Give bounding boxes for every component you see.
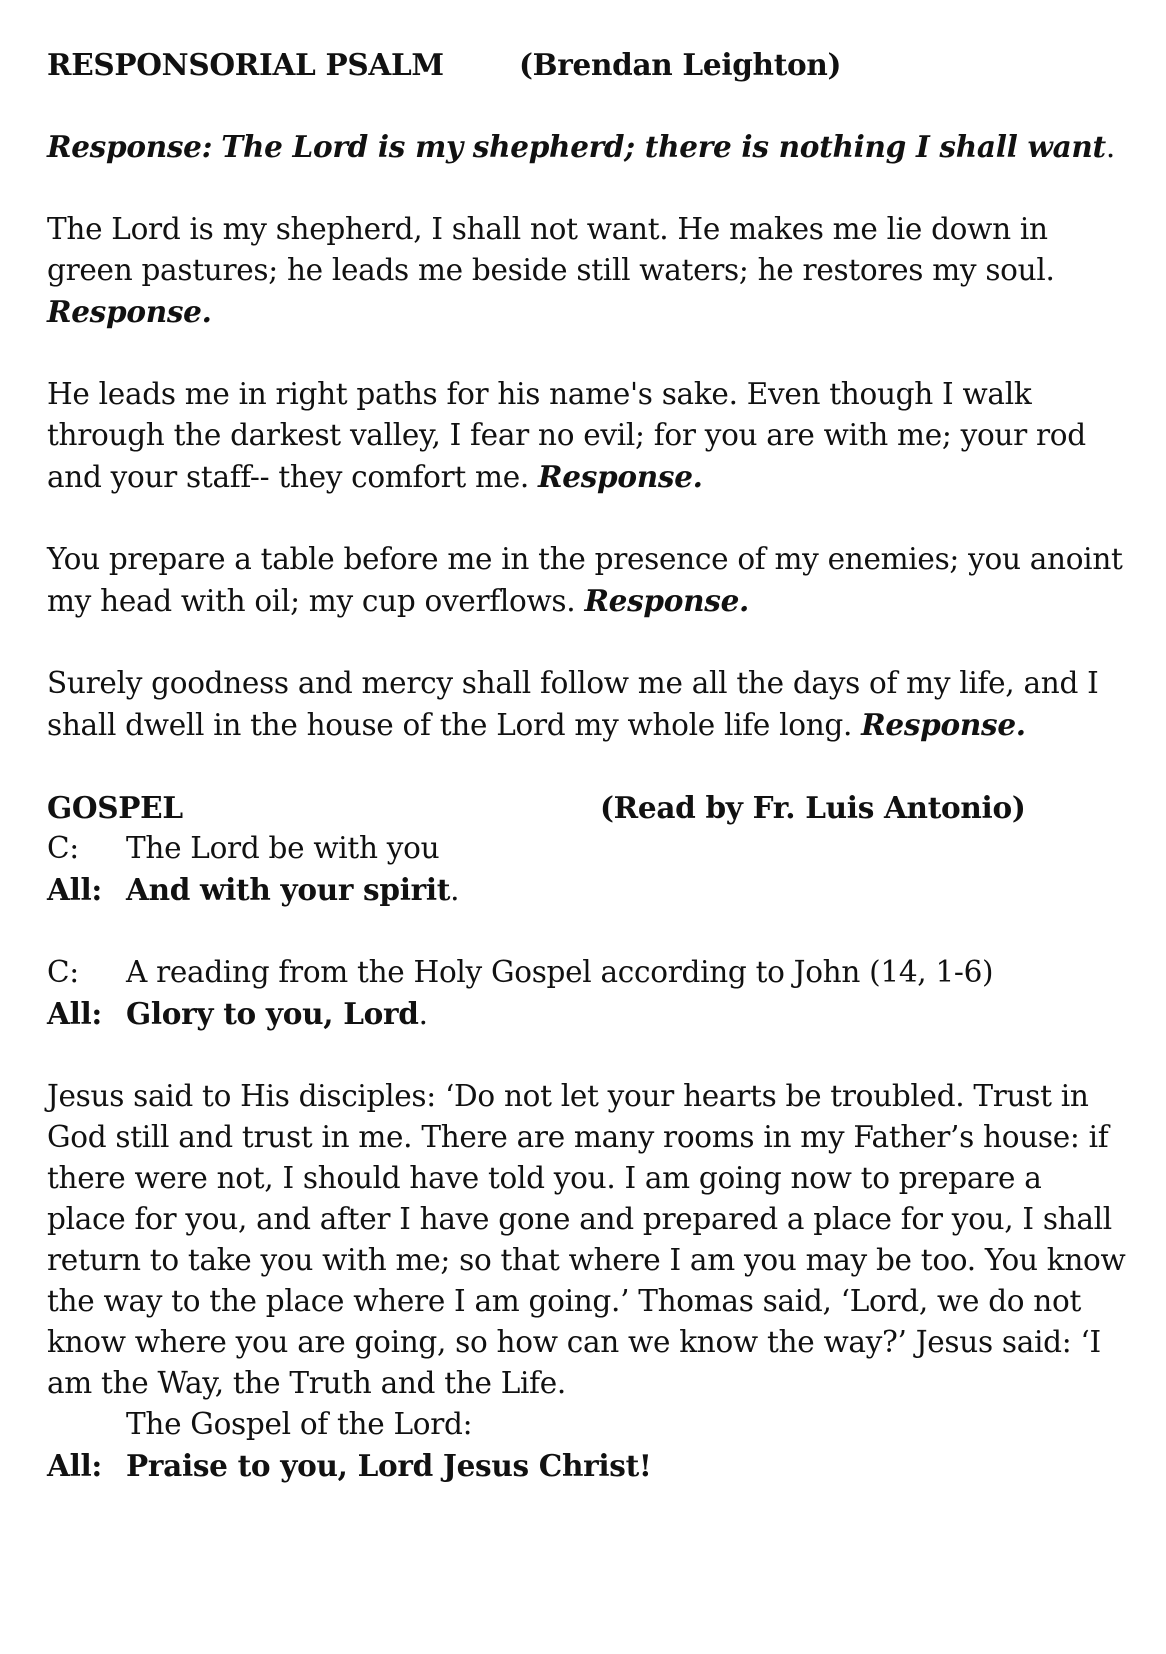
psalm-header [47, 44, 1126, 85]
final-response-line [47, 1445, 1126, 1486]
psalm-stanza-4 [47, 663, 1126, 746]
gospel-reading: Jesus said to His disciples: ‘Do not let your hearts be troubled. Trust in God still and trust in me. There are many rooms in my Father’s house: if there were not, I should have told you. I am going now to prepare a place for you, and after I have gone and prepared a place for you, I shall return to take you with me; so that where I am you may be too. You know the way to the place where I am going.’ Thomas said, ‘Lord, we do not know where you are going, so how can we know the way?’ Jesus said: ‘I am the Way, the Truth and the Life. [47, 1079, 1126, 1400]
dialogue-speaker: C: [47, 831, 79, 865]
dialogue-line [47, 993, 1126, 1035]
stanza-text: The Lord is my shepherd, I shall not want. He makes me lie down in green pastures; he leads me beside still waters; he restores my soul. [47, 212, 1055, 287]
stanza-response: Response. [861, 707, 1026, 742]
psalm-stanza-3 [47, 539, 1126, 622]
dialogue-line [47, 869, 1126, 911]
dialogue-line [47, 828, 1126, 869]
response-text: The Lord is my shepherd; there is nothing I shall want [221, 129, 1106, 164]
dialogue-speaker: C: [47, 955, 79, 989]
stanza-response: Response. [584, 583, 750, 618]
dialogue-text: And with your spirit [126, 872, 451, 907]
dialogue-text: A reading from the Holy Gospel according to John (14, 1-6) [126, 955, 994, 989]
psalm-author: (Brendan Leighton) [519, 47, 842, 82]
psalm-title: RESPONSORIAL PSALM [47, 47, 444, 82]
dialogue-end: . [450, 873, 460, 907]
psalm-response [47, 126, 1126, 168]
dialogue-text: The Lord be with you [126, 831, 440, 865]
dialogue-text: Glory to you, Lord [126, 996, 419, 1031]
stanza-text: He leads me in right paths for his name's sake. Even though I walk through the darkest valley, I fear no evil; for you are with me; your rod and your staff-- they comfort me. [47, 377, 1086, 494]
dialogue-speaker: All: [47, 996, 102, 1031]
response-label: Response: [47, 129, 213, 164]
response-end: . [1105, 130, 1115, 164]
dialogue-end: . [418, 997, 428, 1031]
stanza-response: Response. [538, 459, 703, 494]
stanza-text: You prepare a table before me in the presence of my enemies; you anoint my head with oil; my cup overflows. [47, 542, 1123, 618]
psalm-stanza-1 [47, 209, 1126, 333]
gospel-header [47, 787, 1126, 828]
gospel-closing: The Gospel of the Lord: [126, 1407, 473, 1441]
dialogue-speaker: All: [47, 872, 102, 907]
gospel-greeting [47, 828, 1126, 911]
gospel-title: GOSPEL [47, 790, 183, 825]
stanza-response: Response. [47, 294, 212, 329]
gospel-reader: (Read by Fr. Luis Antonio) [600, 790, 1026, 825]
psalm-stanza-2 [47, 374, 1126, 498]
final-response: Praise to you, Lord Jesus Christ! [126, 1448, 652, 1483]
dialogue-line [47, 952, 1126, 993]
stanza-text: Surely goodness and mercy shall follow me all the days of my life, and I shall dwell in the house of the Lord my whole life long. [47, 666, 1099, 742]
final-speaker: All: [47, 1448, 102, 1483]
gospel-announcement [47, 952, 1126, 1035]
